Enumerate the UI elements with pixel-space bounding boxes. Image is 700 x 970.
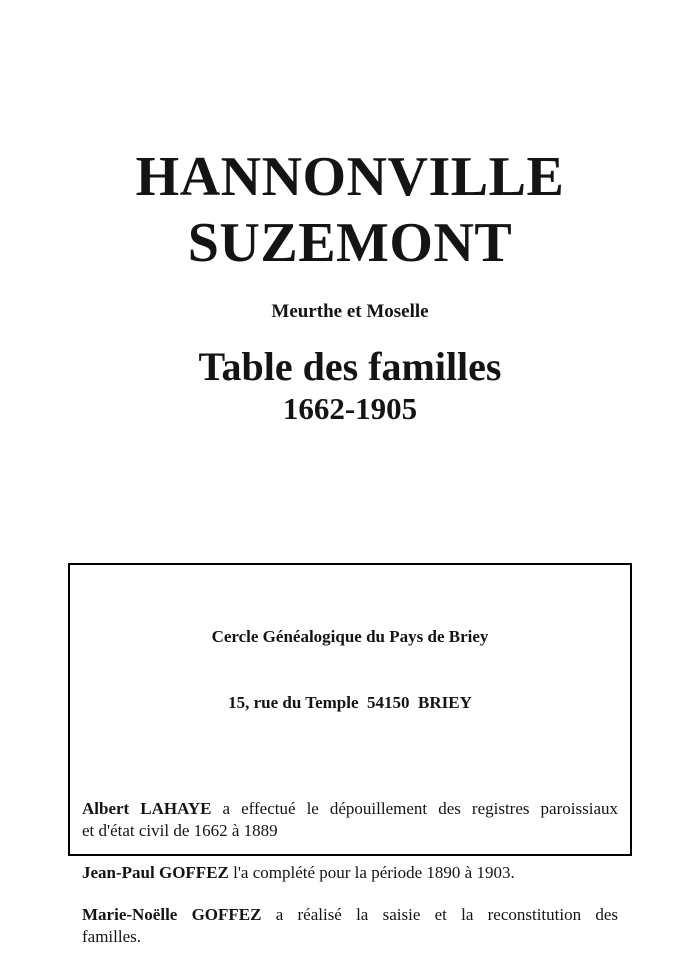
credit-line: familles. — [82, 927, 142, 946]
credit-line — [82, 798, 618, 820]
credit-line: et d'état civil de 1662 à 1889 — [82, 821, 278, 840]
credit-paragraph-lahaye — [82, 798, 618, 842]
department-subtitle: Meurthe et Moselle — [271, 301, 429, 322]
credit-text: l'a complété pour la période 1890 à 1903. — [228, 863, 515, 882]
contributor-name: Jean-Paul GOFFEZ — [82, 863, 229, 882]
organization-name: Cercle Généalogique du Pays de Briey — [211, 627, 489, 646]
credit-text: a réalisé la saisie et la reconstitution des — [261, 905, 618, 924]
organization-header — [82, 582, 618, 758]
credit-paragraph-goffez-jp — [82, 862, 618, 884]
section-title: Table des familles — [198, 344, 502, 389]
contributor-name: Albert LAHAYE — [82, 799, 212, 818]
credit-text: a effectué le dépouillement des registres paroissiaux — [211, 799, 618, 818]
credits-box — [68, 563, 632, 946]
main-title — [0, 0, 700, 276]
main-title-line2: SUZEMONT — [187, 212, 513, 274]
credit-line — [82, 904, 618, 926]
organization-address: 15, rue du Temple 54150 BRIEY — [228, 693, 472, 712]
credit-paragraph-goffez-mn — [82, 904, 618, 948]
date-range: 1662-1905 — [282, 391, 418, 426]
main-title-line1: HANNONVILLE — [135, 146, 565, 208]
contributor-name: Marie-Noëlle GOFFEZ — [82, 905, 262, 924]
credit-line — [82, 862, 618, 884]
